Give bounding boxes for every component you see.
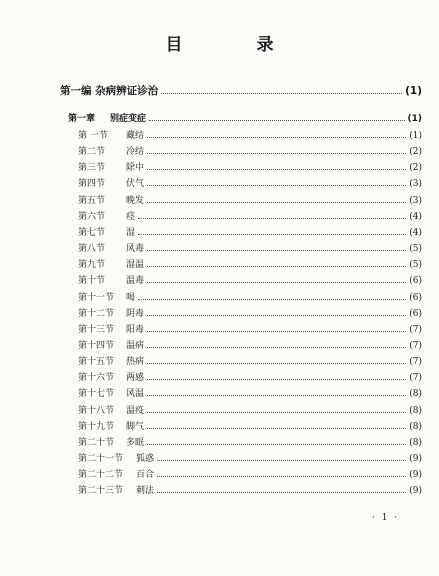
section-number: 第八节: [78, 244, 106, 255]
leader-dots: [147, 273, 406, 283]
leader-dots: [157, 467, 406, 477]
part-label: 第一编 杂病辨证诊治: [60, 85, 159, 97]
toc-section-entry: [78, 419, 422, 433]
toc-section-entry: [78, 338, 422, 352]
toc-section-entry: [78, 160, 422, 174]
section-name: 喝: [126, 292, 136, 303]
page-number: (1): [405, 85, 422, 97]
page-number: (4): [409, 211, 422, 222]
section-name: 两感: [126, 373, 145, 384]
section-number: 第十四节: [78, 340, 115, 351]
page-number: (8): [409, 421, 422, 432]
toc-section-entry: [78, 193, 422, 207]
leader-dots: [147, 128, 406, 138]
toc-section-entry: [78, 451, 422, 465]
toc-section-entry: [78, 241, 422, 255]
section-name: 阳毒: [126, 324, 145, 335]
toc-section-entry: [78, 403, 422, 417]
leader-dots: [157, 451, 406, 461]
toc-section-entry: [78, 322, 422, 336]
toc-chapter-entry: [68, 111, 422, 125]
section-name: 刺法: [136, 486, 155, 497]
section-number: 第十二节: [78, 308, 115, 319]
leader-dots: [147, 403, 406, 413]
section-number: 第十七节: [78, 389, 115, 400]
toc-section-entry: [78, 290, 422, 304]
page-number: (5): [409, 260, 422, 271]
toc-part-entry: [60, 84, 422, 98]
page-number: (9): [409, 470, 422, 481]
toc-section-entry: [78, 144, 422, 158]
section-number: 第十一节: [78, 292, 115, 303]
section-name: 多眠: [126, 437, 145, 448]
section-name: 痉: [126, 211, 136, 222]
leader-dots: [147, 435, 406, 445]
section-number: 第二节: [78, 147, 106, 158]
leader-dots: [147, 160, 406, 170]
chapter-number: 第一章: [68, 114, 96, 124]
page-number: (1): [409, 131, 422, 141]
page-footer: · 1 ·: [372, 513, 400, 523]
section-number: 第十九节: [78, 421, 115, 432]
section-number: 第十六节: [78, 373, 115, 384]
section-name: 温毒: [126, 276, 145, 287]
leader-dots: [157, 483, 406, 493]
page-number: (9): [409, 454, 422, 464]
section-number: 第十八节: [78, 405, 115, 416]
leader-dots: [138, 209, 406, 219]
leader-dots: [147, 144, 406, 154]
leader-dots: [147, 419, 406, 429]
section-number: 第六节: [78, 211, 106, 222]
page-number: (6): [409, 292, 422, 303]
chapter-name: 别症变症: [110, 114, 147, 124]
section-number: 第二十二节: [78, 470, 124, 481]
page-number: (8): [409, 437, 422, 448]
section-name: 风毒: [126, 244, 145, 255]
section-name: 热病: [126, 357, 145, 368]
toc-section-entry: [78, 483, 422, 497]
section-name: 晚发: [126, 195, 145, 206]
section-name: 藏结: [126, 131, 145, 141]
page-number: (5): [409, 244, 422, 255]
section-number: 第 一节: [78, 131, 108, 141]
page-number: (3): [409, 179, 422, 190]
leader-dots: [138, 290, 406, 300]
page-number: (7): [409, 324, 422, 335]
page-number: (7): [409, 373, 422, 384]
section-name: 脚气: [126, 421, 145, 432]
section-number: 第十五节: [78, 357, 115, 368]
leader-dots: [147, 386, 406, 396]
page-number: (6): [409, 308, 422, 319]
leader-dots: [147, 257, 406, 267]
section-name: 冷结: [126, 147, 145, 158]
toc-section-entry: [78, 435, 422, 449]
section-name: 百合: [136, 470, 155, 481]
leader-dots: [147, 241, 406, 251]
toc-section-entry: [78, 257, 422, 271]
leader-dots: [138, 225, 406, 235]
leader-dots: [147, 193, 406, 203]
page-title: 目 录: [165, 35, 308, 55]
section-number: 第二十节: [78, 437, 115, 448]
toc-section-entry: [78, 370, 422, 384]
toc-section-entry: [78, 225, 422, 239]
page-number: (2): [409, 163, 422, 174]
page-number: (1): [407, 114, 422, 124]
section-number: 第七节: [78, 227, 106, 238]
page-number: (7): [409, 357, 422, 368]
leader-dots: [147, 176, 406, 186]
section-number: 第四节: [78, 179, 106, 190]
leader-dots: [149, 111, 404, 121]
toc-section-entry: [78, 386, 422, 400]
page-number: (8): [409, 405, 422, 416]
leader-dots: [147, 370, 406, 380]
leader-dots: [147, 306, 406, 316]
section-name: 温疫: [126, 405, 145, 416]
section-number: 第三节: [78, 163, 106, 174]
section-number: 第二十一节: [78, 454, 124, 464]
toc-section-entry: [78, 128, 422, 142]
section-number: 第十节: [78, 276, 106, 287]
leader-dots: [147, 322, 406, 332]
section-number: 第九节: [78, 260, 106, 271]
section-name: 温病: [126, 340, 145, 351]
section-name: 湿: [126, 227, 136, 238]
section-name: 狐惑: [136, 454, 155, 464]
toc-section-entry: [78, 354, 422, 368]
page-number: (8): [409, 389, 422, 400]
toc-section-entry: [78, 209, 422, 223]
toc-section-entry: [78, 176, 422, 190]
section-number: 第五节: [78, 195, 106, 206]
section-name: 阴毒: [126, 308, 145, 319]
page-number: (6): [409, 276, 422, 287]
section-number: 第十三节: [78, 324, 115, 335]
page-number: (9): [409, 486, 422, 497]
page-number: (4): [409, 227, 422, 238]
section-name: 风温: [126, 389, 145, 400]
leader-dots: [147, 338, 406, 348]
page-number: (2): [409, 147, 422, 158]
toc-section-entry: [78, 467, 422, 481]
section-number: 第二十三节: [78, 486, 124, 497]
toc-section-entry: [78, 306, 422, 320]
section-name: 湿温: [126, 260, 145, 271]
toc-section-entry: [78, 273, 422, 287]
leader-dots: [147, 354, 406, 364]
page-number: (7): [409, 340, 422, 351]
section-name: 伏气: [126, 179, 145, 190]
page-number: (3): [409, 195, 422, 206]
leader-dots: [161, 84, 402, 94]
section-name: 除中: [126, 163, 145, 174]
